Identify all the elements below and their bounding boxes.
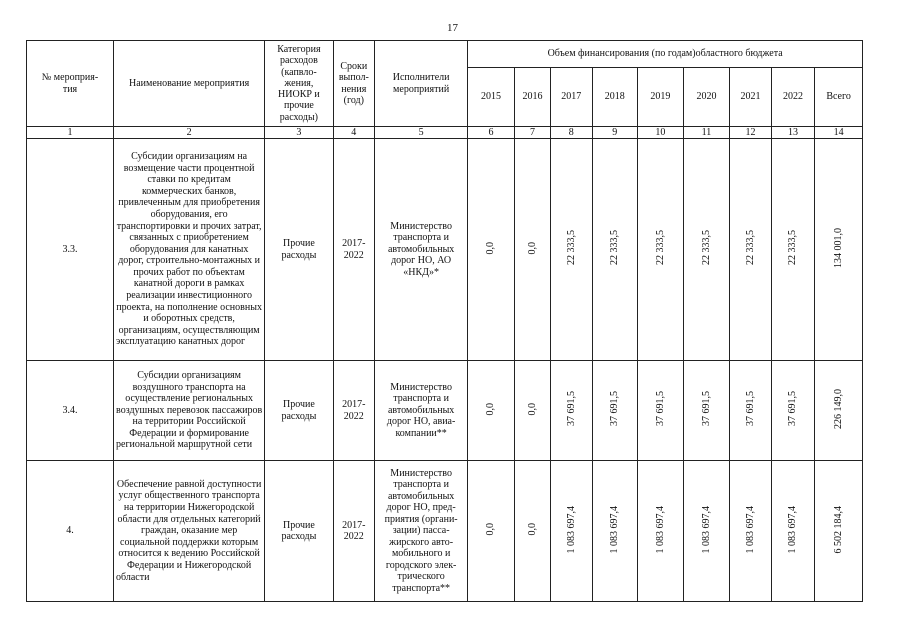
execution-period: 2017- 2022 [333,461,374,602]
value-2015: 0,0 [468,461,515,602]
header-year: 2022 [771,68,815,127]
header-number: № мероприя- тия [27,41,114,127]
column-number: 11 [683,127,730,139]
header-funding: Объем финансирования (по годам)областного бюджета [468,41,863,68]
table-row [27,461,863,602]
column-number: 5 [375,127,468,139]
value-2021: 1 083 697,4 [730,461,771,602]
table-row [27,139,863,361]
header-total: Всего [815,68,863,127]
value-2017: 37 691,5 [551,361,592,461]
header-row-top [27,41,863,68]
column-number: 2 [114,127,265,139]
column-number: 8 [551,127,592,139]
executors: Министерство транспорта и автомобильных дорог НО, пред- приятия (органи- зации) пасса- жирского авто- мобильного и городского элек- трического транспорта** [375,461,468,602]
measure-number: 3.3. [27,139,114,361]
column-number: 1 [27,127,114,139]
header-category: Категория расходов (капвло- жения, НИОКР и прочие расходы) [265,41,333,127]
header-executors: Исполнители мероприятий [375,41,468,127]
column-number-row [27,127,863,139]
execution-period: 2017- 2022 [333,139,374,361]
value-2016: 0,0 [514,139,550,361]
expense-category: Прочие расходы [265,461,333,602]
header-period: Сроки выпол- нения (год) [333,41,374,127]
measure-number: 4. [27,461,114,602]
header-year: 2016 [514,68,550,127]
value-2019: 22 333,5 [638,139,684,361]
value-2020: 1 083 697,4 [683,461,730,602]
value-2017: 1 083 697,4 [551,461,592,602]
column-number: 4 [333,127,374,139]
value-2019: 37 691,5 [638,361,684,461]
measure-name: Субсидии организациям на возмещение части процентной ставки по кредитам коммерческих банков, привлеченным для приобретения оборудования, его транспортировки и прочих затрат, связанных с приобретением оборудования для канатных дорог, строительно-монтажных и прочих работ по объектам канатной дороги в рамках реализации инвестиционного проекта, на пополнение основных и оборотных средств, организациям, осуществляющим эксплуатацию канатных дорог [114,139,265,361]
execution-period: 2017- 2022 [333,361,374,461]
value-2015: 0,0 [468,139,515,361]
value-2022: 37 691,5 [771,361,815,461]
column-number: 7 [514,127,550,139]
value-2022: 22 333,5 [771,139,815,361]
expense-category: Прочие расходы [265,361,333,461]
executors: Министерство транспорта и автомобильных дорог НО, авиа- компании** [375,361,468,461]
header-year: 2015 [468,68,515,127]
value-2017: 22 333,5 [551,139,592,361]
value-total: 134 001,0 [815,139,863,361]
measure-name: Субсидии организациям воздушного транспорта на осуществление региональных воздушных перевозок пассажиров на территории Российской Федерации и формирование региональной маршрутной сети [114,361,265,461]
value-2018: 37 691,5 [592,361,638,461]
header-year: 2021 [730,68,771,127]
column-number: 10 [638,127,684,139]
column-number: 3 [265,127,333,139]
column-number: 6 [468,127,515,139]
value-2021: 22 333,5 [730,139,771,361]
header-year: 2017 [551,68,592,127]
value-total: 226 149,0 [815,361,863,461]
column-number: 9 [592,127,638,139]
value-2018: 22 333,5 [592,139,638,361]
value-total: 6 502 184,4 [815,461,863,602]
value-2018: 1 083 697,4 [592,461,638,602]
table-row [27,361,863,461]
header-name: Наименование мероприятия [114,41,265,127]
measure-name: Обеспечение равной доступности услуг общественного транспорта на территории Нижегородской области для отдельных категорий граждан, оказание мер социальной поддержки которым относится к ведению Российской Федерации и Нижегородской области [114,461,265,602]
financing-table [26,40,863,602]
header-year: 2018 [592,68,638,127]
value-2015: 0,0 [468,361,515,461]
expense-category: Прочие расходы [265,139,333,361]
value-2016: 0,0 [514,461,550,602]
column-number: 12 [730,127,771,139]
value-2016: 0,0 [514,361,550,461]
value-2020: 37 691,5 [683,361,730,461]
value-2021: 37 691,5 [730,361,771,461]
page-number: 17 [447,22,458,34]
column-number: 13 [771,127,815,139]
column-number: 14 [815,127,863,139]
value-2020: 22 333,5 [683,139,730,361]
value-2019: 1 083 697,4 [638,461,684,602]
executors: Министерство транспорта и автомобильных дорог НО, АО «НКД»* [375,139,468,361]
measure-number: 3.4. [27,361,114,461]
header-year: 2019 [638,68,684,127]
header-year: 2020 [683,68,730,127]
value-2022: 1 083 697,4 [771,461,815,602]
